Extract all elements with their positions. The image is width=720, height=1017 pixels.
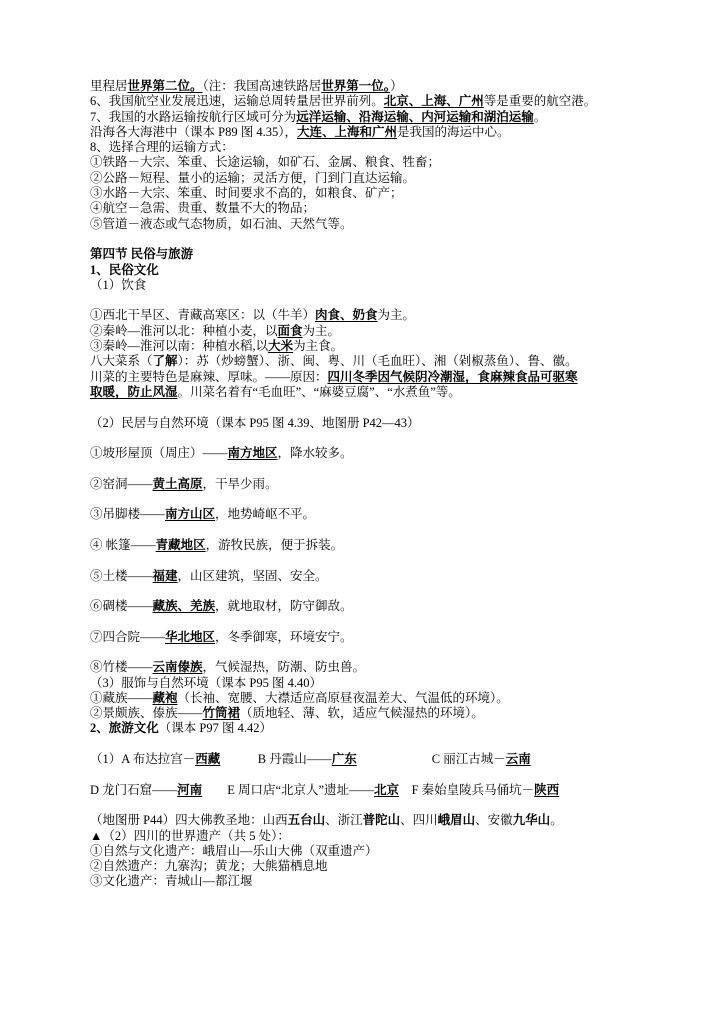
text-run: 八大菜系（ [90, 354, 153, 369]
text-run: 了解 [152, 354, 178, 369]
line-diet-south [90, 339, 692, 354]
text-run: ，山区建筑，坚固、安全。 [177, 568, 328, 583]
text-run: ②窑洞—— [90, 476, 153, 491]
text-run: 五台山 [287, 813, 326, 828]
line-heritage-dual [90, 844, 692, 859]
text-run: 沿海各大海港中（课本 P89 图 4.35）， [90, 124, 297, 139]
text-run: （地图册 P44）四大佛教圣地：山西 [90, 813, 288, 828]
blank [90, 584, 692, 599]
text-run: 大连、上海和广州 [296, 124, 397, 139]
line-eight-cuisines [90, 354, 692, 369]
text-run: 南方地区 [227, 446, 278, 461]
line-heritage-cultural [90, 874, 692, 889]
text-run: 肉食、奶食 [315, 308, 378, 323]
text-run: 2、旅游文化 [90, 721, 159, 736]
text-run: 广东 [331, 752, 357, 767]
line-sichuan-heritage-heading [90, 829, 692, 844]
line-waterway-types [90, 110, 692, 125]
text-run: 6、我国航空业发展迅速，运输总周转量居世界前列。 [90, 94, 384, 109]
text-run: 云南 [505, 752, 531, 767]
blank [90, 492, 692, 507]
line-diet-heading [90, 278, 692, 293]
text-run: （2）民居与自然环境（课本 P95 图 4.39、地图册 P42—43） [90, 415, 420, 430]
text-run: ①藏族—— [90, 690, 153, 705]
line-clothing-tibetan [90, 691, 692, 706]
line-clothing-jingpo-dai [90, 706, 692, 721]
text-run: ①西北干旱区、青藏高寒区：以（牛羊） [90, 308, 316, 323]
blank [90, 400, 692, 415]
text-run: 世界第一位。 [321, 79, 391, 93]
text-run: B 丹霞山—— [257, 752, 332, 767]
text-run: 峨眉山 [437, 813, 476, 828]
text-run: 、四川 [400, 813, 438, 828]
line-sea-ports [90, 125, 692, 140]
text-run: 福建 [152, 568, 178, 583]
blank [90, 767, 692, 782]
blank [90, 431, 692, 446]
line-dwelling-watchtower [90, 599, 692, 614]
text-run: ②公路－短程、量小的运输；灵活方便，门到门直达运输。 [90, 170, 416, 185]
line-choice-rail [90, 155, 692, 170]
text-run [202, 783, 227, 797]
text-run: 九华山 [512, 813, 551, 828]
text-run: 为主。 [377, 308, 416, 323]
text-run: ⑥碉楼—— [90, 599, 153, 614]
line-transport-choice-title [90, 140, 692, 155]
line-dwellings-heading [90, 416, 692, 431]
text-run: 藏袍 [152, 690, 178, 705]
line-folk-culture-heading [90, 263, 692, 278]
text-run: 普陀山 [362, 813, 401, 828]
line-dwelling-sloped-roof [90, 446, 692, 461]
text-run: （1）A 布达拉宫－ [90, 752, 196, 767]
text-run: E 周口店“北京人”遗址—— [227, 782, 375, 797]
text-run: ⑧竹楼—— [90, 660, 153, 675]
text-run: （课本 P97 图 4.42） [158, 721, 272, 736]
text-run: 面食 [277, 323, 303, 338]
text-run: ，冬季御寒，环境安宁。 [215, 629, 353, 644]
text-run: 等是重要的航空港。 [483, 94, 597, 109]
line-sites-abc [90, 752, 692, 767]
text-run [399, 783, 412, 797]
text-run: 河南 [177, 782, 203, 797]
text-run: （3）服饰与自然环境（课本 P95 图 4.40） [90, 675, 322, 690]
text-run: ，降水较多。 [277, 446, 353, 461]
text-run: 北京 [374, 782, 400, 797]
text-run: 南方山区 [165, 507, 216, 522]
text-run: 大米 [268, 339, 294, 354]
line-buddhist-mountains [90, 813, 692, 828]
line-rail-mileage-rank [90, 79, 692, 94]
text-run: 1、民俗文化 [90, 262, 159, 277]
text-run: 藏族、羌族 [152, 599, 216, 614]
text-run: 取暖，防止风湿 [90, 384, 178, 399]
text-run: ⑤管道－液态或气态物质，如石油、天然气等。 [90, 216, 353, 231]
text-run: ①铁路－大宗、笨重、长途运输，如矿石、金属、粮食、牲畜； [90, 155, 441, 170]
text-run: ③吊脚楼—— [90, 507, 166, 522]
text-run [220, 752, 258, 766]
text-run: 青藏地区 [155, 537, 206, 552]
text-run: 8、选择合理的运输方式： [90, 140, 234, 155]
text-run: 竹筒裙 [202, 706, 241, 721]
line-tourism-heading [90, 721, 692, 736]
line-dwelling-tent [90, 538, 692, 553]
blank [90, 737, 692, 752]
line-diet-north [90, 324, 692, 339]
text-run: 为主。 [302, 323, 341, 338]
text-run: ⑦四合院—— [90, 629, 166, 644]
blank [90, 553, 692, 568]
text-run: ）：苏（炒螃蟹）、浙、闽、粤、川（毛血旺）、湘（剁椒蒸鱼）、鲁、徽。 [177, 354, 578, 369]
line-sites-def [90, 783, 692, 798]
text-run: ⑤土楼—— [90, 568, 153, 583]
text-run: ②秦岭—淮河以北：种植小麦，以 [90, 323, 278, 338]
text-run: 。 [550, 813, 563, 828]
text-run: 云南傣族 [152, 660, 203, 675]
text-run: ，游牧民族，便于拆装。 [205, 537, 344, 552]
text-run: 、浙江 [325, 813, 363, 828]
text-run: （长袖、宽腰、大襟适应高原昼夜温差大、气温低的环境）。 [177, 690, 509, 705]
text-run: ④ 帐篷—— [90, 537, 156, 552]
text-run [357, 752, 432, 766]
line-heritage-natural [90, 859, 692, 874]
text-run: F 秦始皇陵兵马俑坑－ [411, 782, 535, 797]
text-run: ，地势崎岖不平。 [215, 507, 316, 522]
blank [90, 614, 692, 629]
text-run: 川菜的主要特色是麻辣、厚味。——原因： [90, 369, 328, 384]
text-run: 黄土高原 [152, 476, 203, 491]
blank [90, 645, 692, 660]
text-run: 是我国的海运中心。 [396, 124, 510, 139]
text-run: 7、我国的水路运输按航行区域可分为 [90, 109, 297, 124]
text-run: 四川冬季因气候阴冷潮湿，食麻辣食品可驱寒 [327, 369, 578, 384]
text-run: D 龙门石窟—— [90, 782, 178, 797]
blank [90, 293, 692, 308]
line-section4-heading [90, 247, 692, 262]
line-dwelling-siheyuan [90, 630, 692, 645]
line-choice-pipeline [90, 217, 692, 232]
text-run: （1）饮食 [90, 277, 147, 292]
text-run: 远洋运输、沿海运输、内河运输和湖泊运输 [296, 109, 534, 124]
text-run: ，干旱少雨。 [202, 476, 278, 491]
text-run: ，就地取材，防守御敌。 [215, 599, 353, 614]
text-run: ③水路－大宗、笨重、时间要求不高的，如粮食、矿产； [90, 186, 403, 201]
text-run: ②自然遗产：九寨沟；黄龙；大熊猫栖息地 [90, 859, 328, 874]
text-run: 里程居 [90, 79, 128, 93]
text-run: ▲（2）四川的世界遗产（共 5 处）： [90, 828, 290, 843]
line-choice-air [90, 201, 692, 216]
text-run: 华北地区 [165, 629, 216, 644]
text-run: C 丽江古城－ [431, 752, 506, 767]
text-run: 。川菜名着有“毛血旺”、“麻婆豆腐”、“水煮鱼”等。 [177, 384, 461, 399]
text-run: ②景颇族、傣族—— [90, 706, 203, 721]
line-diet-northwest [90, 308, 692, 323]
blank [90, 461, 692, 476]
text-run: 、安徽 [475, 813, 513, 828]
line-sichuan-cuisine-1 [90, 370, 692, 385]
blank [90, 798, 692, 813]
line-choice-road [90, 171, 692, 186]
line-dwelling-tulou [90, 569, 692, 584]
line-sichuan-cuisine-2 [90, 385, 692, 400]
line-dwelling-stilted [90, 507, 692, 522]
text-run: 。 [533, 109, 547, 124]
text-run: ） [390, 79, 403, 93]
blank [90, 232, 692, 247]
text-run: （注：我国高速铁路居 [202, 79, 322, 93]
line-dwelling-bamboo [90, 660, 692, 675]
text-run: ③文化遗产：青城山—都江堰 [90, 874, 253, 889]
line-dwelling-cave [90, 477, 692, 492]
text-run: 为主食。 [293, 339, 344, 354]
line-clothing-heading [90, 676, 692, 691]
text-run: （质地轻、薄、软，适应气候湿热的环境）。 [240, 706, 484, 721]
text-run: ，气候湿热，防潮、防虫兽。 [202, 660, 366, 675]
blank [90, 523, 692, 538]
line-aviation [90, 94, 692, 109]
text-run: ①坡形屋顶（周庄）—— [90, 446, 228, 461]
text-run: ③秦岭—淮河以南：种植水稻,以 [90, 339, 269, 354]
text-run: 北京、上海、广州 [383, 94, 484, 109]
line-choice-water [90, 186, 692, 201]
text-run: ④航空－急需、贵重、数量不大的物品； [90, 201, 316, 216]
text-run: ①自然与文化遗产：峨眉山—乐山大佛（双重遗产） [90, 843, 378, 858]
text-run: 西藏 [195, 752, 221, 767]
text-run: 世界第二位。 [127, 79, 203, 93]
text-run: 第四节 民俗与旅游 [90, 247, 194, 262]
text-run: 陕西 [534, 782, 560, 797]
